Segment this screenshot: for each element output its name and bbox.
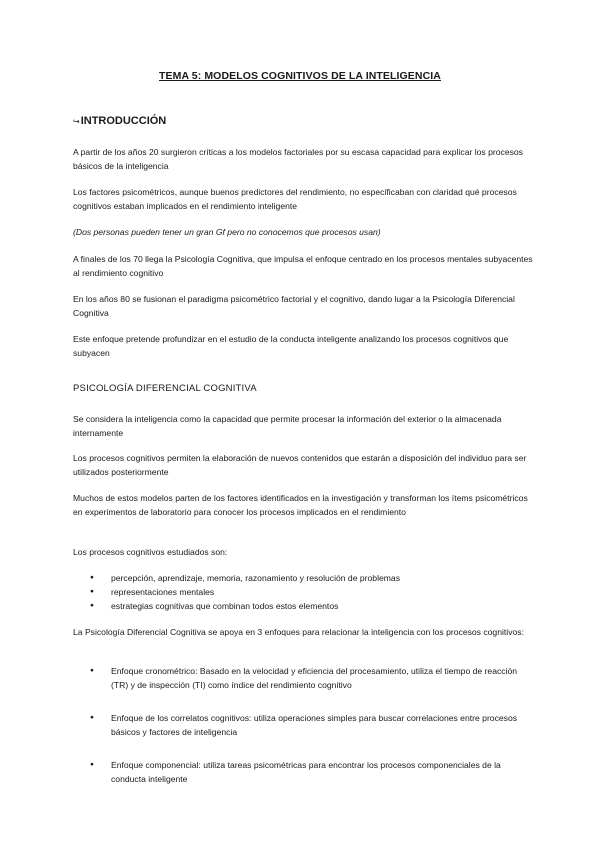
list-item: ● percepción, aprendizaje, memoria, razonamiento y resolución de problemas [73, 571, 533, 585]
document-title: TEMA 5: MODELOS COGNITIVOS DE LA INTELIGENCIA [159, 70, 441, 82]
section-paragraph: Muchos de estos modelos parten de los factores identificados en la investigación y transforman los ítems psicométricos en experimentos de laboratorio para conocer los procesos implicados en el rendimiento [73, 493, 528, 517]
section-paragraph: Los procesos cognitivos permiten la elaboración de nuevos contenidos que estarán a disposición del individuo para ser utilizados posteriormente [73, 453, 527, 477]
approaches-intro: La Psicología Diferencial Cognitiva se apoya en 3 enfoques para relacionar la inteligencia con los procesos cognitivos: [73, 627, 524, 637]
list-item: ● Enfoque de los correlatos cognitivos: utiliza operaciones simples para buscar correlaciones entre procesos básicos y factores de inteligencia [73, 711, 533, 739]
list-item: ● Enfoque componencial: utiliza tareas psicométricas para encontrar los procesos componenciales de la conducta inteligente [73, 758, 533, 786]
intro-paragraph: En los años 80 se fusionan el paradigma psicométrico factorial y el cognitivo, dando lugar a la Psicología Diferencial Cognitiva [73, 294, 515, 318]
list-item: ● Enfoque cronométrico: Basado en la velocidad y eficiencia del procesamiento, utiliza el tiempo de reacción (TR) y de inspección (TI) como índice del rendimiento cognitivo [73, 664, 533, 692]
arrow-icon: ↪ [73, 117, 80, 126]
approaches-list [73, 664, 533, 805]
section-paragraph: Se considera la inteligencia como la capacidad que permite procesar la información del exterior o la almacenada internamente [73, 414, 502, 438]
intro-paragraph: A finales de los 70 llega la Psicología Cognitiva, que impulsa el enfoque centrado en los procesos mentales subyacentes al rendimiento cognitivo [73, 254, 533, 278]
intro-paragraph: Este enfoque pretende profundizar en el estudio de la conducta inteligente analizando los procesos cognitivos que subyacen [73, 334, 509, 358]
intro-paragraph: A partir de los años 20 surgieron críticas a los modelos factoriales por su escasa capacidad para explicar los procesos básicos de la inteligencia [73, 147, 523, 171]
section-heading: PSICOLOGÍA DIFERENCIAL COGNITIVA [73, 383, 257, 394]
intro-heading [73, 115, 166, 127]
intro-heading-text: INTRODUCCIÓN [80, 115, 167, 127]
list-item: ● representaciones mentales [73, 585, 533, 599]
list-item: ● estrategias cognitivas que combinan todos estos elementos [73, 599, 533, 613]
processes-list [73, 571, 533, 613]
intro-note: (Dos personas pueden tener un gran Gf pero no conocemos que procesos usan) [73, 227, 381, 237]
intro-paragraph: Los factores psicométricos, aunque buenos predictores del rendimiento, no especificaban con claridad qué procesos cognitivos estaban implicados en el rendimiento inteligente [73, 187, 517, 211]
section-paragraph: Los procesos cognitivos estudiados son: [73, 547, 228, 557]
